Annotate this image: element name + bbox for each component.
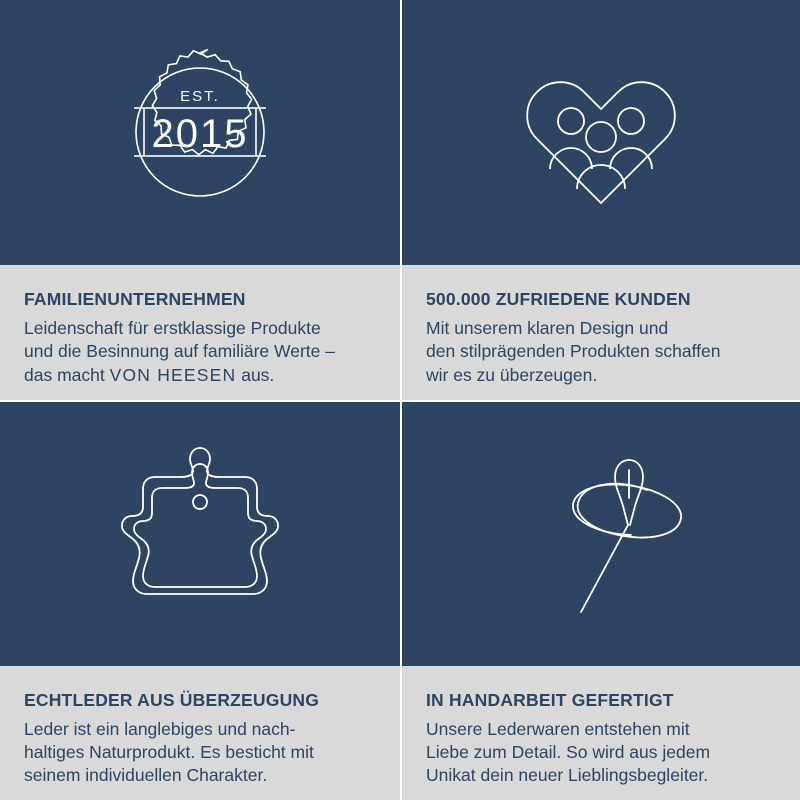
body-line-2: haltiges Naturprodukt. Es besticht mit [24, 741, 314, 762]
feature-title-echtleder: ECHTLEDER AUS ÜBERZEUGUNG [24, 689, 320, 710]
feature-body-handarbeit [426, 718, 776, 788]
feature-title-handarbeit: IN HANDARBEIT GEFERTIGT [426, 689, 674, 710]
body-line-1: Leder ist ein langlebiges und nach- [24, 718, 296, 739]
brand-name: VON HEESEN [109, 364, 237, 385]
feature-body-zufriedene-kunden [426, 317, 776, 387]
badge-year-label: 2015 [151, 111, 249, 156]
feature-body-echtleder [24, 718, 376, 788]
feature-title-zufriedene-kunden: 500.000 ZUFRIEDENE KUNDEN [426, 289, 691, 309]
body-line-3-post: aus. [236, 364, 275, 385]
body-line-3-pre: das macht [24, 364, 110, 385]
body-line-1: Leidenschaft für erstklassige Produkte [24, 318, 321, 338]
body-line-1: Unsere Lederwaren entstehen mit [426, 718, 690, 739]
badge-est-label: EST. [180, 87, 220, 105]
body-line-2: Liebe zum Detail. So wird aus jedem [426, 741, 711, 762]
feature-title-familienunternehmen: FAMILIENUNTERNEHMEN [24, 289, 246, 309]
icon-area-handarbeit [400, 400, 800, 666]
heart-with-people-icon [501, 43, 701, 223]
text-area-handarbeit [400, 666, 800, 800]
body-line-2: den stilprägenden Produkten schaffen [426, 341, 721, 362]
text-area-familienunternehmen [0, 265, 400, 400]
feature-cell-familienunternehmen [0, 0, 400, 400]
body-line-2: und die Besinnung auf familiäre Werte – [24, 341, 335, 362]
body-line-1: Mit unserem klaren Design und [426, 318, 669, 338]
feature-cell-echtleder [0, 400, 400, 800]
feature-cell-handarbeit [400, 400, 800, 800]
feature-body-familienunternehmen [24, 317, 376, 387]
text-area-zufriedene-kunden [400, 265, 800, 400]
body-line-3: Unikat dein neuer Lieblingsbegleiter. [426, 765, 709, 786]
icon-area-familienunternehmen [0, 0, 400, 265]
text-area-echtleder [0, 666, 400, 800]
icon-area-echtleder [0, 400, 400, 666]
leather-hide-icon [100, 434, 300, 634]
needle-and-thread-icon [501, 434, 701, 634]
feature-cell-zufriedene-kunden [400, 0, 800, 400]
body-line-3: seinem individuellen Charakter. [24, 765, 268, 786]
icon-area-zufriedene-kunden [400, 0, 800, 265]
body-line-3: wir es zu überzeugen. [426, 364, 598, 385]
est-2015-badge-icon [100, 43, 300, 223]
